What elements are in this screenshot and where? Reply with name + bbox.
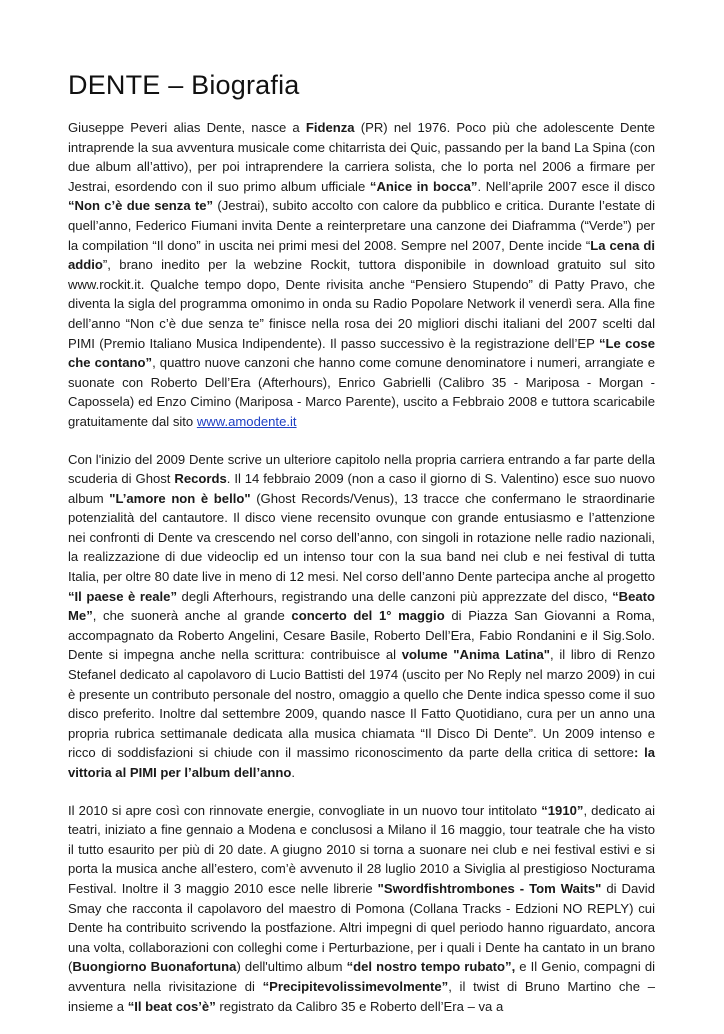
body-text: , il twist di Bruno Martino che – insieme a bbox=[68, 978, 655, 1014]
body-text: Il 2010 si apre così con rinnovate energie, convogliate in un nuovo tour intitolato bbox=[68, 802, 542, 818]
bold-text: “Precipitevolissimevolmente” bbox=[262, 978, 449, 994]
body-text: , quattro nuove canzoni che hanno come comune denominatore i numeri, arrangiate e suonate con Roberto Dell’Era (Afterhours), Enrico Gabrielli (Calibro 35 - Mariposa - Morgan - Capossela) ed Enzo Cimino (Mariposa - Marco Parente), uscito a Febbraio 2008 e tuttora scaricabile gratuitamente dal sito bbox=[68, 355, 655, 429]
bold-text: “Il paese è reale” bbox=[68, 588, 177, 604]
body-text: . Il 14 febbraio 2009 (non a caso il giorno di S. Valentino) esce suo nuovo album bbox=[68, 471, 656, 506]
body-text: , il libro di Renzo Stefanel dedicato al capolavoro di Lucio Battisti del 1974 (uscito per No Reply nel marzo 2009) in cui è presente un contributo personale del nostro, omaggio a quello che Dente indica spesso come il suo disco preferito. Inoltre dal settembre 2009, quando nasce Il Fatto Quotidiano, cura per un anno una propria rubrica settimanale dedicata alla musica chiamata “Il Disco Di Dente”. Un 2009 intenso e ricco di soddisfazioni si chiude con il massimo riconoscimento da parte della critica di settore bbox=[68, 647, 655, 761]
body-text: di David Smay che racconta il capolavoro del maestro di Pomona (Collana Tracks - Edzioni NO REPLY) cui Dente ha contribuito scrivendo la postfazione. Altri impegni di quel periodo hanno riguardato, ancora una volta, collaborazioni con colleghi come i Perturbazione, per i quali i Dente ha cantato in un brano ( bbox=[68, 880, 655, 975]
body-text: Con l'inizio del 2009 Dente scrive un ulteriore capitolo nella propria carriera entrando a far parte della scuderia di Ghost bbox=[68, 451, 655, 487]
body-text: registrato da Calibro 35 e Roberto dell’Era – va a bbox=[215, 998, 504, 1014]
body-text: . Nell’aprile 2007 esce il disco bbox=[477, 178, 655, 194]
bold-text: Buongiorno Buonafortuna bbox=[72, 959, 237, 975]
bold-text: “Anice in bocca” bbox=[369, 178, 478, 194]
bold-text: "L’amore non è bello" bbox=[109, 490, 251, 506]
body-text: Giuseppe Peveri alias Dente, nasce a bbox=[68, 120, 306, 135]
document-page bbox=[68, 70, 655, 1034]
bold-text: concerto del 1° maggio bbox=[291, 608, 445, 624]
bold-text: “Il beat cos’è” bbox=[127, 998, 216, 1014]
bold-text: “1910” bbox=[541, 802, 584, 818]
bold-text: “Non c’è due senza te” bbox=[68, 198, 214, 214]
bold-text: : la vittoria al PIMI per l’album dell’anno bbox=[68, 745, 656, 780]
bold-text: Fidenza bbox=[305, 120, 355, 135]
body-text: ) dell'ultimo album bbox=[236, 959, 347, 975]
body-text: e Il Genio, compagni di avventura nella rivisitazione di bbox=[68, 959, 656, 994]
body-text: (Ghost Records/Venus), 13 tracce che confermano le straordinarie potenzialità del cantautore. Il disco viene recensito ovunque con grande entusiasmo e l’attenzione nei confronti di Dente va crescendo nel corso dell’anno, con singoli in rotazione nelle radio nazionali, la realizzazione di due videoclip ed un intenso tour con la sua band nei club e nei festival di tutta Italia, per oltre 80 date live in meno di 12 mesi. Nel corso dell’anno Dente partecipa anche al progetto bbox=[68, 490, 655, 585]
bold-text: volume "Anima Latina" bbox=[401, 647, 550, 663]
bold-text: “Le cose che contano” bbox=[68, 335, 655, 371]
body-text: di Piazza San Giovanni a Roma, accompagnato da Roberto Angelini, Cesare Basile, Roberto Dell’Era, Fabio Rondanini e il Sig.Solo. Dente si impegna anche nella scrittura: contribuisce al bbox=[68, 608, 655, 663]
paragraph-1 bbox=[68, 118, 655, 432]
body-text: (PR) nel 1976. Poco più che adolescente Dente intraprende la sua avventura musicale come chitarrista dei Quic, passando per la band La Spina (con due album all’attivo), per poi intraprendere la carriera solista, che lo porta nel 2006 a firmare per Jestrai, esordendo con il suo primo album ufficiale bbox=[68, 120, 655, 194]
bold-text: “del nostro tempo rubato”, bbox=[346, 959, 516, 975]
website-link[interactable]: www.amodente.it bbox=[196, 413, 297, 429]
body-text: . bbox=[291, 765, 296, 780]
bold-text: “Beato Me” bbox=[68, 588, 655, 624]
bold-text: La cena di addio bbox=[68, 237, 655, 273]
page-title: DENTE – Biografia bbox=[68, 70, 300, 100]
body-text: ”, brano inedito per la webzine Rockit, tuttora disponibile in download gratuito sul sito www.rockit.it. Qualche tempo dopo, Dente rivisita anche “Pensiero Stupendo” di Patty Pravo, che diventa la sigla del programma omonimo in onda su Radio Popolare Network il venerdì sera. Alla fine dell’anno “Non c’è due senza te” finisce nella rosa dei 20 migliori dischi italiani del 2007 scelti dal PIMI (Premio Italiano Musica Indipendente). Il passo successivo è la registrazione dell’EP bbox=[68, 257, 655, 351]
body-text: , che suonerà anche al grande bbox=[92, 608, 292, 624]
body-text: (Jestrai), subito accolto con calore da pubblico e critica. Durante l’estate di quell’anno, Federico Fiumani invita Dente a reinterpretare una canzone dei Diaframma (“Verde”) per la compilation “Il dono” in uscita nei primi mesi del 2008. Sempre nel 2007, Dente incide “ bbox=[68, 198, 655, 253]
body-text: , dedicato ai teatri, iniziato a fine gennaio a Modena e conclusosi a Milano il 16 maggio, tour teatrale che ha visto il tutto esaurito per più di 20 date. A giugno 2010 si torna a suonare nei club e nei festival estivi e si porta la musica anche all’estero, com’è avvenuto il 28 luglio 2010 a Siviglia al prestigioso Nocturama Festival. Inoltre il 3 maggio 2010 esce nelle librerie bbox=[68, 802, 655, 896]
bold-text: "Swordfishtrombones - Tom Waits" bbox=[377, 880, 602, 896]
paragraph-3 bbox=[68, 801, 655, 1017]
paragraph-2 bbox=[68, 450, 655, 783]
body-text: degli Afterhours, registrando una delle canzoni più apprezzate del disco, bbox=[177, 588, 613, 604]
bold-text: Records bbox=[174, 471, 227, 487]
